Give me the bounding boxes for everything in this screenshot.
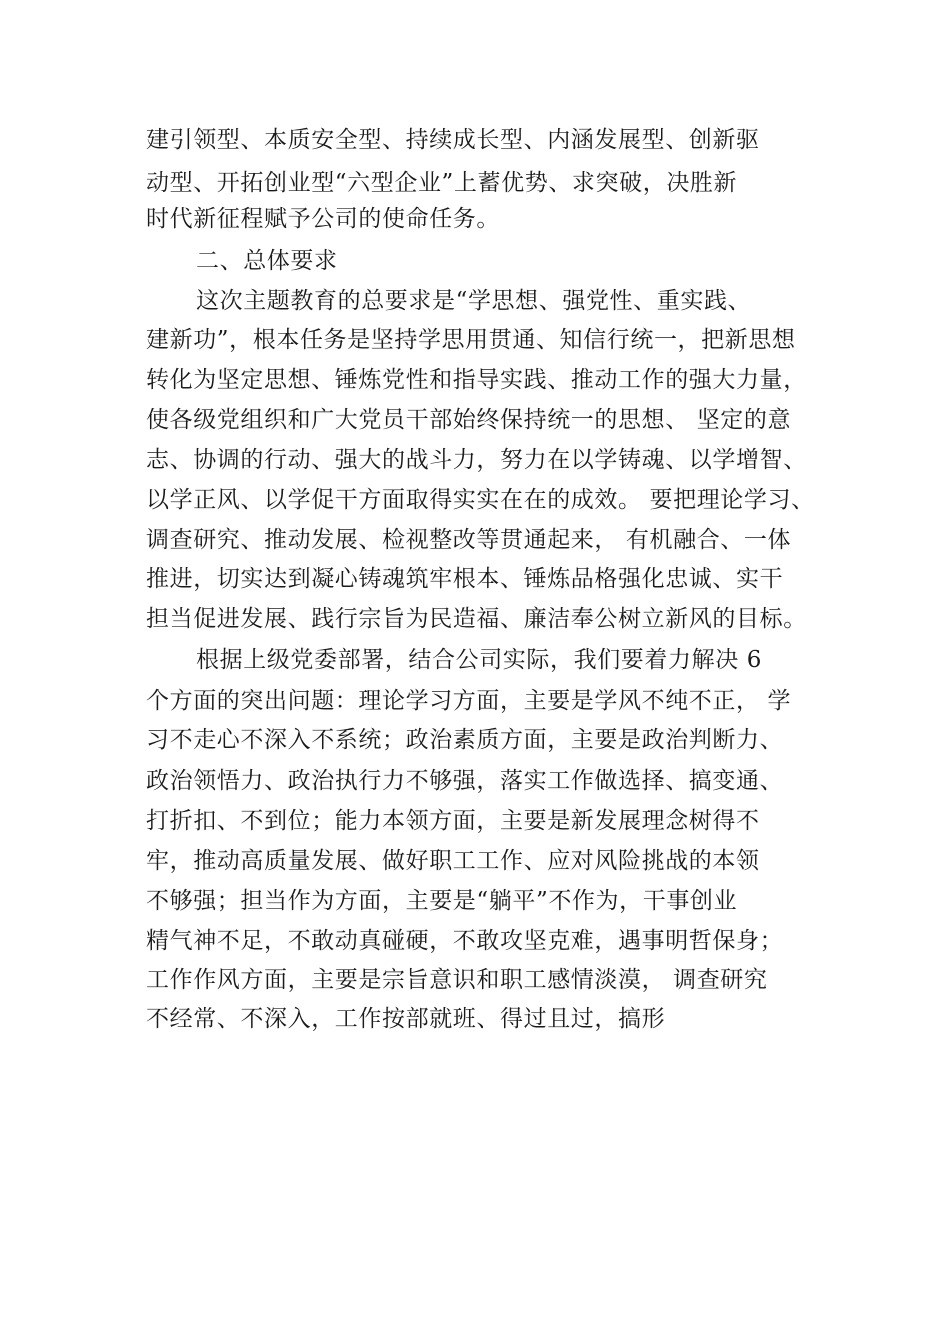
text-line: 精气神不足，不敢动真碰硬，不敢攻坚克难，遇事明哲保身； (146, 928, 784, 954)
text-line: 推进，切实达到凝心铸魂筑牢根本、锤炼品格强化忠诚、实干 (146, 566, 784, 592)
text-line: 转化为坚定思想、锤炼党性和指导实践、推动工作的强大力量， (146, 367, 807, 393)
text-line: 以学正风、以学促干方面取得实实在在的成效。 要把理论学习、 (146, 487, 815, 513)
text-line: 牢，推动高质量发展、做好职工工作、应对风险挑战的本领 (146, 848, 760, 874)
section-heading: 二、总体要求 (196, 248, 338, 274)
text-line: 这次主题教育的总要求是“学思想、强党性、重实践、 (196, 288, 752, 314)
text-line: 建新功”，根本任务是坚持学思用贯通、知信行统一，把新思想 (146, 327, 796, 353)
text-line: 个方面的突出问题：理论学习方面，主要是学风不纯不正， 学 (146, 688, 792, 714)
text-line: 动型、开拓创业型“六型企业”上蓄优势、求突破，决胜新 (146, 170, 738, 196)
text-line: 志、协调的行动、强大的战斗力，努力在以学铸魂、以学增智、 (146, 447, 807, 473)
text-line: 使各级党组织和广大党员干部始终保持统一的思想、 坚定的意 (146, 407, 792, 433)
text-line: 习不走心不深入不系统；政治素质方面，主要是政治判断力、 (146, 727, 784, 753)
text-line: 担当促进发展、践行宗旨为民造福、廉洁奉公树立新风的目标。 (146, 606, 807, 632)
text-line: 时代新征程赋予公司的使命任务。 (146, 206, 500, 232)
text-line: 建引领型、本质安全型、持续成长型、内涵发展型、创新驱 (146, 127, 760, 153)
text-line: 不经常、不深入，工作按部就班、得过且过，搞形 (146, 1006, 666, 1032)
text-line: 不够强；担当作为方面，主要是“躺平”不作为，干事创业 (146, 888, 738, 914)
text-line: 政治领悟力、政治执行力不够强，落实工作做选择、搞变通、 (146, 768, 784, 794)
text-line: 调查研究、推动发展、检视整改等贯通起来， 有机融合、一体 (146, 527, 792, 553)
text-line: 打折扣、不到位；能力本领方面，主要是新发展理念树得不 (146, 808, 760, 834)
text-line: 根据上级党委部署，结合公司实际，我们要着力解决 6 (196, 647, 762, 673)
text-line: 工作作风方面，主要是宗旨意识和职工感情淡漠， 调查研究 (146, 967, 768, 993)
